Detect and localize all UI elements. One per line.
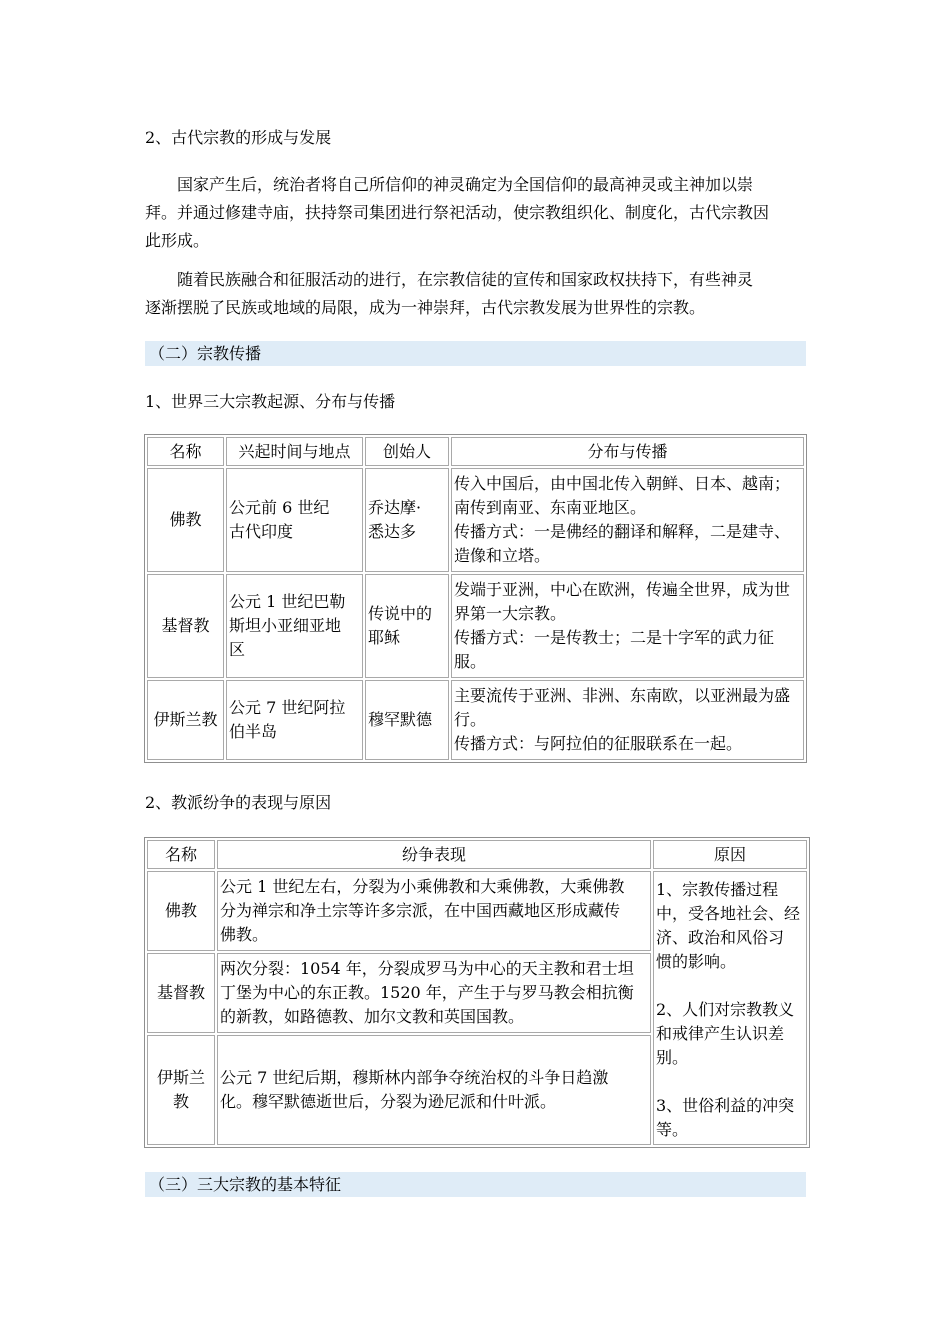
cell-line: 发端于亚洲，中心在欧洲，传遍全世界，成为世 [454,580,791,599]
cell-line: 传播方式：一是传教士；二是十字军的武力征 [454,628,775,647]
header-reason: 原因 [653,840,807,869]
cell-line: 公元 7 世纪后期，穆斯林内部争夺统治权的斗争日趋激 [220,1068,609,1087]
time-place-cell [226,680,363,760]
cell-line: 古代印度 [229,522,294,541]
religion-name: 佛教 [147,468,224,572]
header-founder: 创始人 [365,437,449,466]
cell-line: 耶稣 [368,628,401,647]
header-time-place: 兴起时间与地点 [226,437,363,466]
cell-line: 服。 [454,652,487,671]
cell-line: 区 [229,640,246,659]
reason-line: 济、政治和风俗习 [656,928,785,947]
cell-line: 公元 7 世纪阿拉 [229,698,346,717]
table-header-row [147,437,804,466]
cell-line: 行。 [454,710,487,729]
time-place-cell [226,574,363,678]
table-row [147,574,804,678]
cell-line: 乔达摩· [368,498,422,517]
cell-line: 佛教。 [220,925,269,944]
dispute-cell [217,871,651,951]
paragraph-line: 此形成。 [145,231,210,250]
spread-cell [451,574,804,678]
reason-line: 惯的影响。 [656,952,737,971]
cell-line: 传入中国后，由中国北传入朝鲜、日本、越南； [454,474,791,493]
paragraph-formation [145,171,808,255]
cell-line: 造像和立塔。 [454,546,551,565]
cell-line: 公元 1 世纪左右，分裂为小乘佛教和大乘佛教，大乘佛教 [220,877,625,896]
religion-origin-table [144,434,807,763]
religion-name: 佛教 [147,871,215,951]
header-dispute: 纷争表现 [217,840,651,869]
spacer [656,974,804,998]
paragraph-line: 拜。并通过修建寺庙，扶持祭司集团进行祭祀活动，使宗教组织化、制度化，古代宗教因 [145,203,770,222]
reason-line: 2、人们对宗教教义 [656,1000,795,1019]
table-row [147,680,804,760]
header-spread: 分布与传播 [451,437,804,466]
religion-name: 基督教 [147,953,215,1033]
sect-dispute-table [144,837,810,1148]
cell-line: 公元 1 世纪巴勒 [229,592,346,611]
table2-heading: 2、教派纷争的表现与原因 [145,793,332,812]
reason-line: 别。 [656,1048,689,1067]
table-row [147,871,807,951]
founder-cell [365,468,449,572]
reason-line: 1、宗教传播过程 [656,880,779,899]
cell-line: 传说中的 [368,604,433,623]
time-place-cell [226,468,363,572]
paragraph-line: 随着民族融合和征服活动的进行，在宗教信徒的宣传和国家政权扶持下，有些神灵 [177,270,754,289]
cell-line: 的新教，如路德教、加尔文教和英国国教。 [220,1007,525,1026]
religion-name: 基督教 [147,574,224,678]
cell-line: 南传到南亚、东南亚地区。 [454,498,647,517]
cell-line: 悉达多 [368,522,417,541]
cell-line: 传播方式：一是佛经的翻译和解释，二是建寺、 [454,522,791,541]
founder-cell [365,574,449,678]
cell-line: 两次分裂：1054 年，分裂成罗马为中心的天主教和君士坦 [220,959,634,978]
reason-line: 等。 [656,1120,689,1139]
table-row [147,468,804,572]
section-band-features: （三）三大宗教的基本特征 [145,1172,806,1197]
religion-name: 伊斯兰教 [147,1035,215,1145]
paragraph-line: 逐渐摆脱了民族或地域的局限，成为一神崇拜，古代宗教发展为世界性的宗教。 [145,298,706,317]
reason-line: 中，受各地社会、经 [656,904,801,923]
paragraph-line: 国家产生后，统治者将自己所信仰的神灵确定为全国信仰的最高神灵或主神加以崇 [177,175,754,194]
cell-line: 化。穆罕默德逝世后，分裂为逊尼派和什叶派。 [220,1092,557,1111]
cell-line: 丁堡为中心的东正教。1520 年，产生于与罗马教会相抗衡 [220,983,634,1002]
spread-cell [451,468,804,572]
reason-line: 3、世俗利益的冲突 [656,1096,795,1115]
section-heading-ancient-religion: 2、古代宗教的形成与发展 [145,128,332,147]
dispute-cell [217,953,651,1033]
paragraph-development [145,266,808,322]
founder-cell [365,680,449,760]
cell-line: 分为禅宗和净土宗等许多宗派，在中国西藏地区形成藏传 [220,901,621,920]
dispute-cell [217,1035,651,1145]
header-name: 名称 [147,437,224,466]
cell-line: 伯半岛 [229,722,278,741]
spread-cell [451,680,804,760]
cell-line: 斯坦小亚细亚地 [229,616,342,635]
reason-line: 和戒律产生认识差 [656,1024,785,1043]
religion-name: 伊斯兰教 [147,680,224,760]
table-header-row [147,840,807,869]
section-band-spread: （二）宗教传播 [145,341,806,366]
header-name: 名称 [147,840,215,869]
cell-line: 穆罕默德 [368,710,433,729]
cell-line: 传播方式：与阿拉伯的征服联系在一起。 [454,734,743,753]
cell-line: 主要流传于亚洲、非洲、东南欧，以亚洲最为盛 [454,686,791,705]
table1-heading: 1、世界三大宗教起源、分布与传播 [145,392,396,411]
cell-line: 界第一大宗教。 [454,604,567,623]
spacer [656,1070,804,1094]
cell-line: 公元前 6 世纪 [229,498,330,517]
reason-cell [653,871,807,1145]
